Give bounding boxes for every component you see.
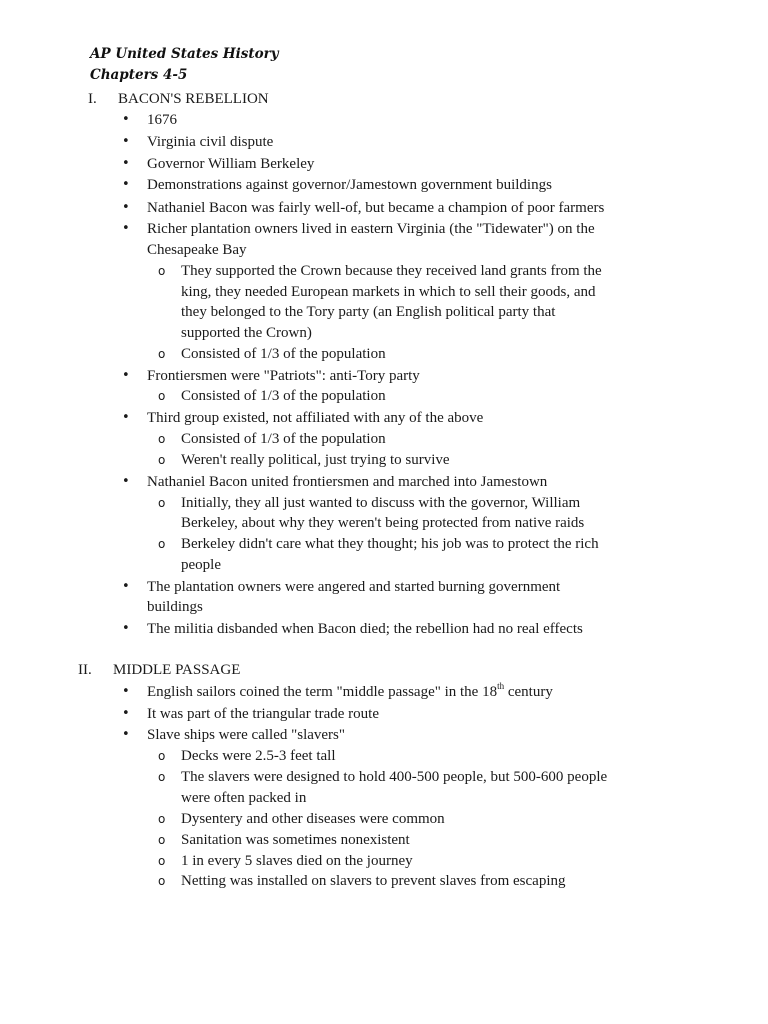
- sub-bullet: o: [158, 264, 166, 278]
- sub-bullet: o: [158, 389, 166, 403]
- sub-list-item: Berkeley didn't care what they thought; his job was to protect the rich: [181, 536, 599, 552]
- sub-list-item: Sanitation was sometimes nonexistent: [181, 832, 410, 848]
- sailors-text-after: century: [504, 684, 553, 700]
- sub-bullet: o: [158, 453, 166, 467]
- section-numeral: I.: [88, 91, 97, 107]
- list-item: The plantation owners were angered and started burning government: [147, 579, 561, 595]
- list-item-continuation: buildings: [147, 599, 203, 615]
- list-item: Governor William Berkeley: [147, 156, 315, 172]
- bullet-dot: •: [122, 177, 130, 192]
- list-item: Demonstrations against governor/Jamestown government buildings: [147, 177, 552, 193]
- bullet-dot: •: [122, 112, 130, 127]
- list-item: 1676: [147, 112, 177, 128]
- bullet-dot: •: [122, 410, 130, 425]
- list-item: The militia disbanded when Bacon died; the rebellion had no real effects: [147, 621, 583, 637]
- sub-list-item: Decks were 2.5-3 feet tall: [181, 748, 336, 764]
- sub-list-item: Weren't really political, just trying to survive: [181, 452, 450, 468]
- bullet-dot: •: [122, 727, 130, 742]
- sub-bullet: o: [158, 874, 166, 888]
- bullet-dot: •: [122, 474, 130, 489]
- sub-list-item-continuation: supported the Crown): [181, 325, 312, 341]
- sub-bullet: o: [158, 347, 166, 361]
- bullet-dot: •: [122, 621, 130, 636]
- sub-bullet: o: [158, 770, 166, 784]
- list-item: It was part of the triangular trade route: [147, 706, 379, 722]
- sub-bullet: o: [158, 749, 166, 763]
- sailors-text-before: English sailors coined the term "middle passage" in the 18: [147, 684, 498, 700]
- sub-list-item-continuation: king, they needed European markets in which to sell their goods, and: [181, 284, 596, 300]
- sub-bullet: o: [158, 833, 166, 847]
- section-title: MIDDLE PASSAGE: [113, 662, 241, 678]
- bullet-dot: •: [122, 134, 130, 149]
- sub-list-item: Consisted of 1/3 of the population: [181, 431, 386, 447]
- list-item: Frontiersmen were "Patriots": anti-Tory party: [147, 368, 420, 384]
- section-numeral: II.: [78, 662, 92, 678]
- list-item-continuation: Chesapeake Bay: [147, 242, 247, 258]
- sub-list-item: Dysentery and other diseases were common: [181, 811, 445, 827]
- sub-list-item: Netting was installed on slavers to prevent slaves from escaping: [181, 873, 566, 889]
- sub-list-item-continuation: were often packed in: [181, 790, 307, 806]
- sub-list-item: Initially, they all just wanted to discuss with the governor, William: [181, 495, 581, 511]
- list-item: Richer plantation owners lived in eastern Virginia (the "Tidewater") on the: [147, 221, 595, 237]
- sub-list-item-continuation: people: [181, 557, 221, 573]
- ordinal-suffix: th: [497, 681, 505, 691]
- sub-bullet: o: [158, 496, 166, 510]
- course-title: AP United States History: [90, 46, 279, 62]
- bullet-dot: •: [122, 368, 130, 383]
- bullet-dot: •: [122, 221, 130, 236]
- sub-list-item: Consisted of 1/3 of the population: [181, 346, 386, 362]
- bullet-dot: •: [122, 706, 130, 721]
- list-item: [147, 682, 553, 703]
- bullet-dot: •: [122, 684, 130, 699]
- sub-list-item-continuation: they belonged to the Tory party (an English political party that: [181, 304, 556, 320]
- bullet-dot: •: [122, 156, 130, 171]
- list-item: Nathaniel Bacon was fairly well-of, but became a champion of poor farmers: [147, 200, 605, 216]
- sub-list-item: The slavers were designed to hold 400-500 people, but 500-600 people: [181, 769, 608, 785]
- bullet-dot: •: [122, 200, 130, 215]
- sub-list-item: 1 in every 5 slaves died on the journey: [181, 853, 413, 869]
- list-item: Slave ships were called "slavers": [147, 727, 346, 743]
- bullet-dot: •: [122, 579, 130, 594]
- sub-bullet: o: [158, 854, 166, 868]
- sub-list-item-continuation: Berkeley, about why they weren't being protected from native raids: [181, 515, 585, 531]
- list-item: Nathaniel Bacon united frontiersmen and marched into Jamestown: [147, 474, 548, 490]
- sub-bullet: o: [158, 812, 166, 826]
- sub-list-item: They supported the Crown because they received land grants from the: [181, 263, 602, 279]
- section-title: BACON'S REBELLION: [118, 91, 269, 107]
- list-item: Third group existed, not affiliated with any of the above: [147, 410, 484, 426]
- list-item: Virginia civil dispute: [147, 134, 274, 150]
- sub-bullet: o: [158, 537, 166, 551]
- sub-list-item: Consisted of 1/3 of the population: [181, 388, 386, 404]
- chapters-subtitle: Chapters 4-5: [90, 67, 188, 83]
- sub-bullet: o: [158, 432, 166, 446]
